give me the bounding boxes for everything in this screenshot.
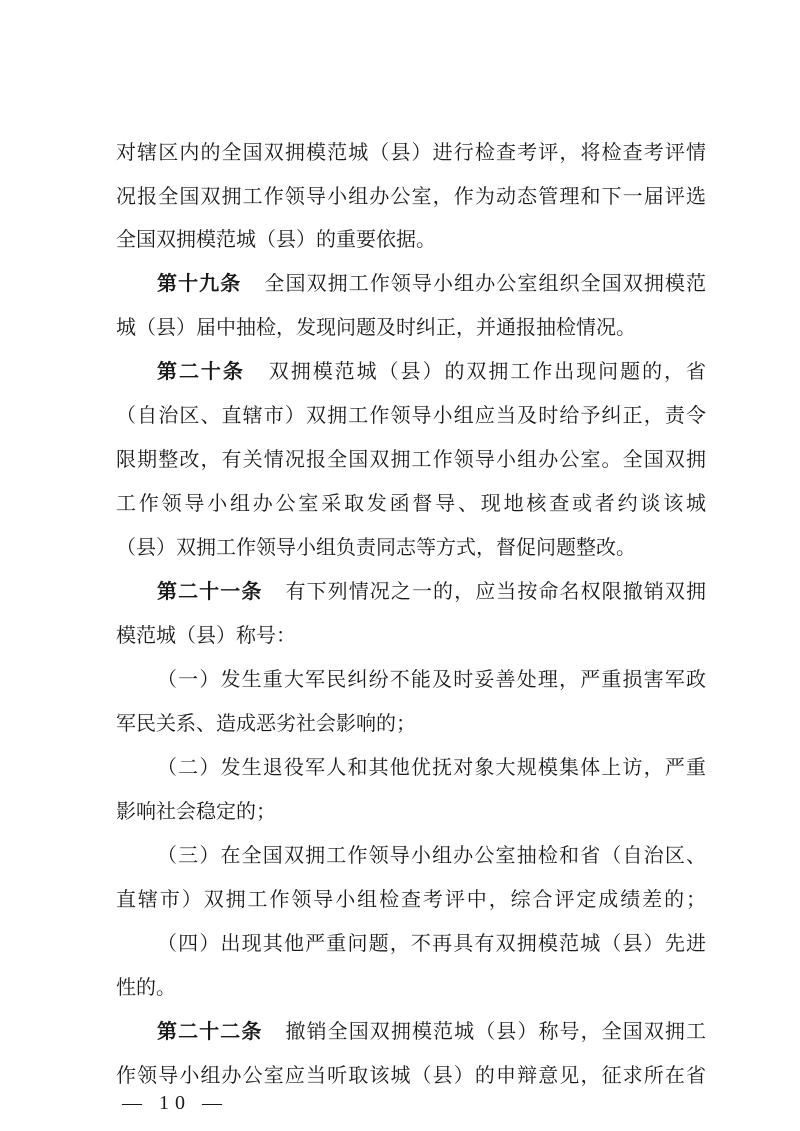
text-line: 影响社会稳定的； bbox=[116, 799, 276, 823]
article-heading: 第二十条 bbox=[157, 359, 245, 383]
text-line: 况报全国双拥工作领导小组办公室，作为动态管理和下一届评选 bbox=[116, 184, 706, 208]
article-heading: 第二十二条 bbox=[157, 1019, 263, 1043]
text-line: 作领导小组办公室应当听取该城（县）的申辩意见，征求所在省 bbox=[116, 1063, 706, 1087]
article-21-line: 第二十一条 有下列情况之一的，应当按命名权限撤销双拥 bbox=[157, 579, 707, 603]
article-20-line: 第二十条 双拥模范城（县）的双拥工作出现问题的，省 bbox=[157, 359, 707, 383]
clause-line: （四）出现其他严重问题，不再具有双拥模范城（县）先进 bbox=[157, 931, 706, 955]
text-line: 性的。 bbox=[116, 975, 176, 999]
text-line: （县）双拥工作领导小组负责同志等方式，督促问题整改。 bbox=[116, 535, 636, 559]
text-line: 城（县）届中抽检，发现问题及时纠正，并通报抽检情况。 bbox=[116, 315, 636, 339]
text-line: 对辖区内的全国双拥模范城（县）进行检查考评，将检查考评情 bbox=[116, 140, 706, 164]
clause-line: （一）发生重大军民纠纷不能及时妥善处理，严重损害军政 bbox=[157, 667, 706, 691]
article-19-line: 第十九条 全国双拥工作领导小组办公室组织全国双拥模范 bbox=[157, 271, 707, 295]
page-number: — 10 — bbox=[122, 1092, 228, 1114]
clause-line: （三）在全国双拥工作领导小组办公室抽检和省（自治区、 bbox=[157, 843, 706, 867]
text-line: （自治区、直辖市）双拥工作领导小组应当及时给予纠正，责令 bbox=[116, 403, 706, 427]
clause-line: （二）发生退役军人和其他优抚对象大规模集体上访，严重 bbox=[157, 755, 706, 779]
text-line: 模范城（县）称号： bbox=[116, 623, 296, 647]
text-line: 直辖市）双拥工作领导小组检查考评中，综合评定成绩差的； bbox=[116, 887, 706, 911]
article-heading: 第十九条 bbox=[157, 271, 242, 295]
text-line: 限期整改，有关情况报全国双拥工作领导小组办公室。全国双拥 bbox=[116, 447, 706, 471]
text-line: 军民关系、造成恶劣社会影响的； bbox=[116, 711, 416, 735]
text-line: 工作领导小组办公室采取发函督导、现地核查或者约谈该城 bbox=[116, 491, 706, 515]
article-heading: 第二十一条 bbox=[157, 579, 263, 603]
text-line: 全国双拥模范城（县）的重要依据。 bbox=[116, 227, 436, 251]
article-22-line: 第二十二条 撤销全国双拥模范城（县）称号，全国双拥工 bbox=[157, 1019, 707, 1043]
